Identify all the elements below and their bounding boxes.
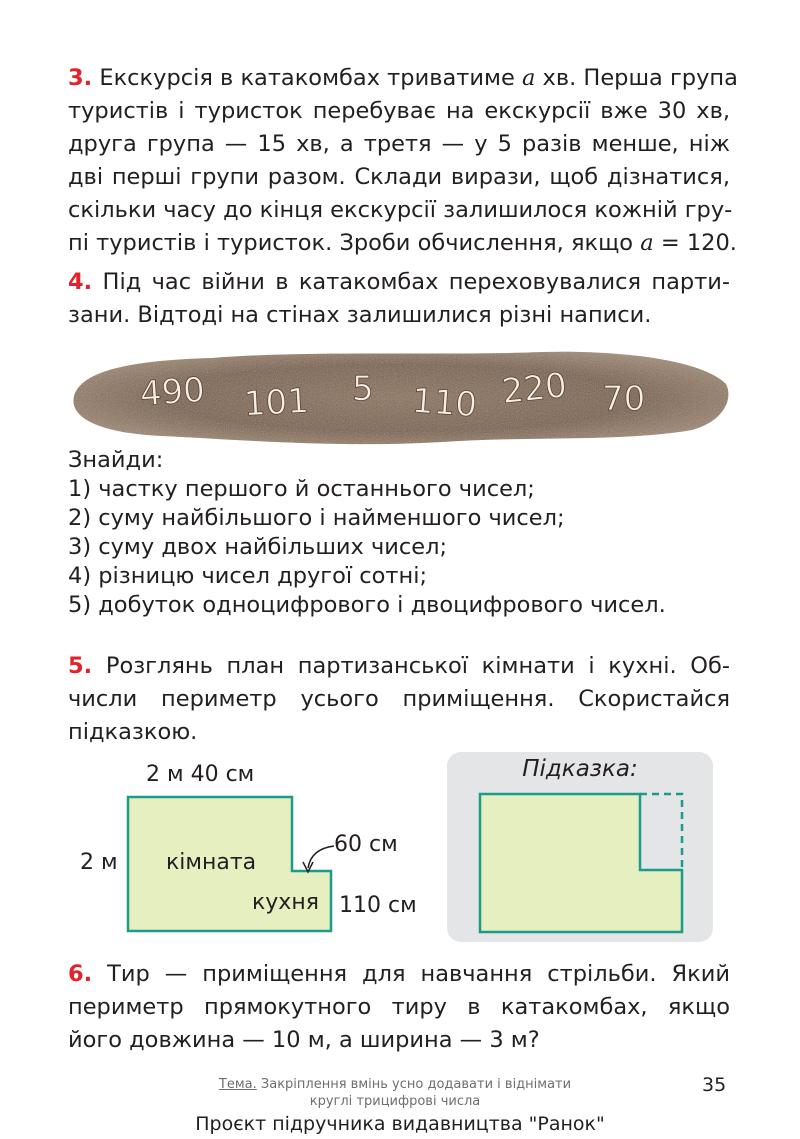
find-label: Знайди: <box>68 447 164 473</box>
wall-number-3: 5 <box>352 369 374 409</box>
list-item: 3) суму двох найбільших чисел; <box>68 534 448 560</box>
hint-box <box>447 752 713 942</box>
task-4-number: 4. <box>68 269 93 295</box>
project-caption: Проєкт підручника видавництва "Ранок" <box>195 1113 605 1135</box>
task-5-line-3: підказкою. <box>68 719 198 745</box>
task-6-line-3: його довжина — 10 м, а ширина — 3 м? <box>68 1027 540 1053</box>
theme-line-1: Закріплення вмінь усно додавати і віднімати <box>260 1077 572 1092</box>
plan-kitchen-label: кухня <box>252 890 319 915</box>
footer-theme <box>160 1076 630 1110</box>
variable-a: a <box>521 65 536 91</box>
task-3-line-4: дві перші групи разом. Склади вирази, щоб дізнатися, <box>68 164 730 190</box>
page-number: 35 <box>702 1074 727 1096</box>
hint-dashed-completion <box>640 794 682 870</box>
task-3-number: 3. <box>68 65 93 91</box>
plan-right-label: 110 см <box>339 893 417 918</box>
task-5-line-2: числи периметр усього приміщення. Скористайся <box>68 686 730 712</box>
hint-diagram <box>447 752 713 942</box>
plan-top-label: 2 м 40 см <box>146 762 255 787</box>
list-item: 5) добуток одноцифрового і двоцифрового чисел. <box>68 592 666 618</box>
task-3-line-3: друга група — 15 хв, а третя — у 5 разів менше, ніж <box>68 131 730 157</box>
task-3-line-6: пі туристів і туристок. Зроби обчислення, якщо a = 120. <box>68 230 737 256</box>
task-6-number: 6. <box>68 961 93 987</box>
task-6-line-1: 6. Тир — приміщення для навчання стрільби. Який <box>68 961 730 987</box>
hint-shape <box>480 794 682 932</box>
task-6-line-2: периметр прямокутного тиру в катакомбах, якщо <box>68 994 730 1020</box>
task-4-line-2: зани. Відтоді на стінах залишилися різні написи. <box>68 302 652 328</box>
variable-a-2: a <box>640 230 654 256</box>
wall-number-1: 490 <box>138 370 207 415</box>
list-item: 1) частку першого й останнього чисел; <box>68 476 535 502</box>
wall-number-2: 101 <box>242 381 310 425</box>
list-item: 4) різницю чисел другої сотні; <box>68 563 428 589</box>
plan-room-label: кімната <box>166 850 257 875</box>
wall-number-5: 220 <box>499 365 569 413</box>
theme-line-2: круглі трицифрові числа <box>309 1094 481 1109</box>
task-4-line-1: 4. Під час війни в катакомбах переховувалися парти- <box>68 269 730 295</box>
plan-left-label: 2 м <box>80 850 118 875</box>
list-item: 2) суму найбільшого і найменшого чисел; <box>68 505 565 531</box>
task-3-line-1: 3. Екскурсія в катакомбах триватиме a хв. Перша група <box>68 65 738 91</box>
hint-title: Підказка: <box>522 756 638 782</box>
task-3-line-5: скільки часу до кінця екскурсії залишилося кожній гру- <box>68 197 733 223</box>
task-5-number: 5. <box>68 653 93 679</box>
plan-step-label: 60 см <box>334 832 398 857</box>
wall-number-4: 110 <box>410 380 479 426</box>
task-3-line-2: туристів і туристок перебуває на екскурсії вже 30 хв, <box>68 98 730 124</box>
theme-label: Тема. <box>218 1077 257 1092</box>
task-6 <box>68 958 730 1057</box>
wall-number-6: 70 <box>602 379 646 419</box>
task-5-line-1: 5. Розглянь план партизанської кімнати і кухні. Об- <box>68 653 730 679</box>
